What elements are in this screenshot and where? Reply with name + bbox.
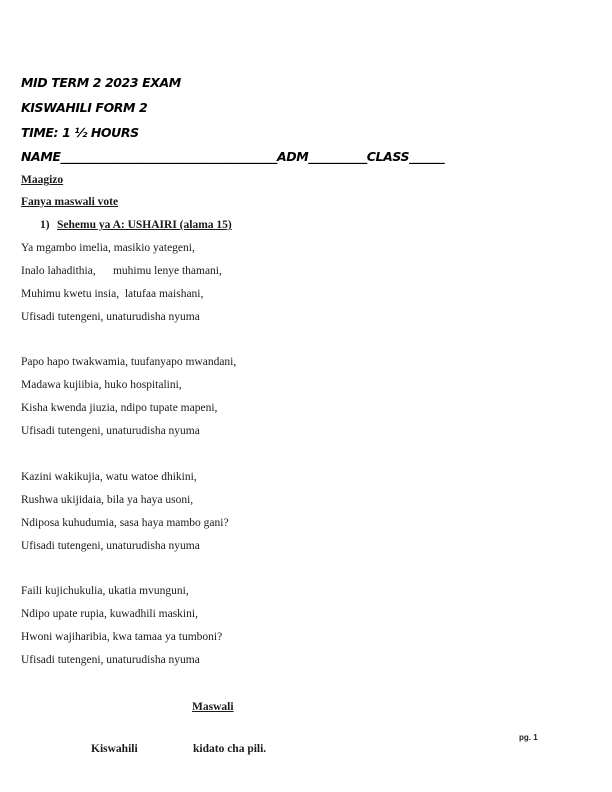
poem-line: Faili kujichukulia, ukatia mvunguni, [21, 585, 189, 597]
poem-line: Ya mgambo imelia, masikio yategeni, [21, 242, 195, 254]
poem-line: Ndiposa kuhudumia, sasa haya mambo gani? [21, 517, 229, 529]
poem-line: Ufisadi tutengeni, unaturudisha nyuma [21, 654, 200, 666]
instructions-heading: Maagizo [21, 174, 64, 186]
exam-title: MID TERM 2 2023 EXAM [21, 75, 181, 90]
section-title: Sehemu ya A: USHAIRI (alama 15) [57, 219, 232, 231]
poem-line: Ufisadi tutengeni, unaturudisha nyuma [21, 311, 200, 323]
poem-line: Ufisadi tutengeni, unaturudisha nyuma [21, 540, 200, 552]
questions-heading: Maswali [192, 701, 234, 713]
footer-form: kidato cha pili. [193, 743, 267, 755]
instructions-text: Fanya maswali vote [21, 196, 119, 208]
student-info-fields: NAME_____________________________________ADM__________CLASS______ [21, 149, 445, 164]
poem-line: Ndipo upate rupia, kuwadhili maskini, [21, 608, 198, 620]
poem-line: Ufisadi tutengeni, unaturudisha nyuma [21, 425, 200, 437]
poem-line: Madawa kujiibia, huko hospitalini, [21, 379, 182, 391]
poem-line: Inalo lahadithia, muhimu lenye thamani, [21, 265, 222, 277]
poem-line: Kisha kwenda jiuzia, ndipo tupate mapeni, [21, 402, 218, 414]
section-number: 1) [40, 219, 50, 231]
poem-line: Hwoni wajiharibia, kwa tamaa ya tumboni? [21, 631, 223, 643]
page-number: pg. 1 [519, 733, 538, 742]
poem-line: Rushwa ukijidaia, bila ya haya usoni, [21, 494, 194, 506]
subject-form: KISWAHILI FORM 2 [21, 100, 148, 115]
exam-time: TIME: 1 ½ HOURS [21, 125, 139, 140]
poem-line: Papo hapo twakwamia, tuufanyapo mwandani, [21, 356, 237, 368]
poem-line: Muhimu kwetu insia, latufaa maishani, [21, 288, 204, 300]
poem-line: Kazini wakikujia, watu watoe dhikini, [21, 471, 197, 483]
footer-subject: Kiswahili [91, 743, 138, 755]
